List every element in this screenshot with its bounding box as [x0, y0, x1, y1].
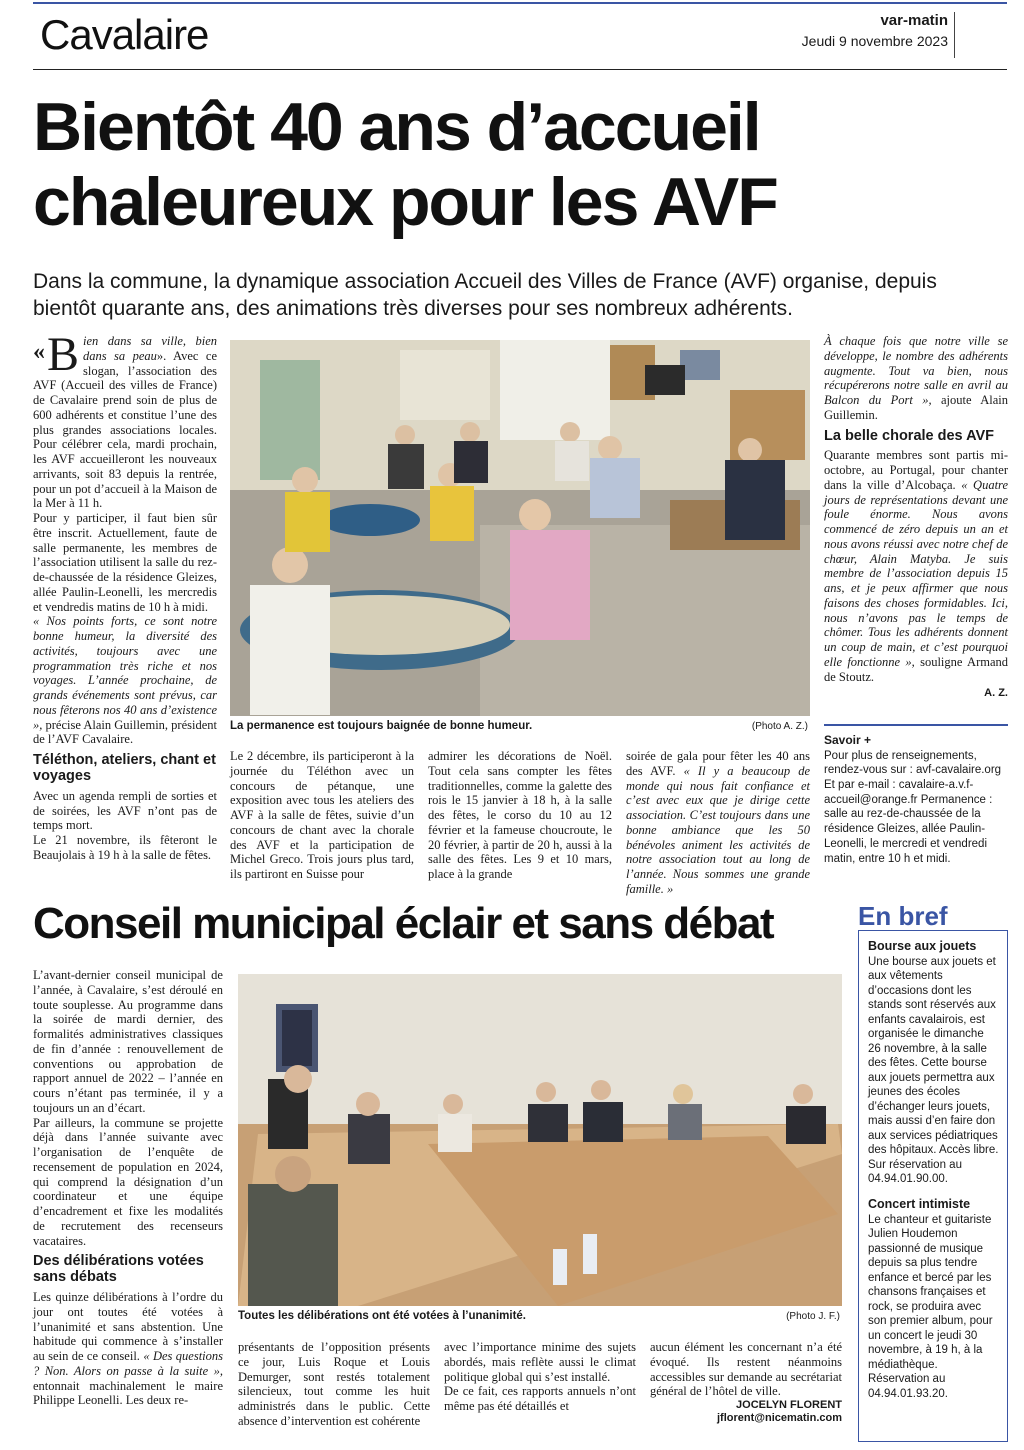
- article-column-3: admirer les décorations de Noël. Tout cela sans compter les fêtes traditionnelles, comme la galette des rois le 15 janvier à 18 h, à la salle des fêtes, le corso du 10 au 12 février et la fameuse choucroute, le 20 février, à partir de 20 h, aussi à la salle des fêtes. Les 9 et 10 mars, place à la grande: [428, 749, 612, 881]
- article-column-4: [626, 749, 810, 897]
- paragraph: précise Alain Guillemin, président de l’AVF Cavalaire.: [33, 717, 217, 747]
- photo-caption: La permanence est toujours baignée de bonne humeur.: [230, 720, 533, 732]
- article2-column-3: [444, 1340, 636, 1414]
- article-deck: Dans la commune, la dynamique association Accueil des Villes de France (AVF) organise, depuis bientôt quarante ans, des animations très diverses pour ses nombreux adhérents.: [33, 270, 937, 321]
- headline-line-1: Bientôt 40 ans d’accueil: [33, 89, 760, 165]
- bref-item-text: Une bourse aux jouets et aux vêtements d’occasions dont les stands sont réservés aux enfants cavalairois, est organisée le dimanche 26 novembre, à la salle des fêtes. Cette bourse aux jouets permettra aux jeunes des écoles d’échanger leurs jouets, mais aussi d’en faire don aux services pédiatriques des hôpitaux. Accès libre. Sur réservation au 04.94.01.90.00.: [868, 956, 999, 1186]
- header-rule: [33, 69, 1007, 70]
- savoir-title: Savoir +: [824, 733, 872, 747]
- subheading: Des délibérations votées sans débats: [33, 1253, 204, 1286]
- issue-date: Jeudi 9 novembre 2023: [801, 33, 948, 49]
- subheading: La belle chorale des AVF: [824, 427, 995, 444]
- article2-photo-council: [238, 974, 842, 1306]
- paragraph: L’avant-dernier conseil municipal de l’année, à Cavalaire, s’est déroulé en toute souplesse. Au programme dans la soirée de mardi dernier, des formalités administratives classiques de fin d’année : renouvellement de conventions ou approbation de rapport annuel de 2022 – l’année en cours n’étant pas terminée, il y a toujours un an d’écart.: [33, 968, 223, 1115]
- paragraph: aucun élément les concernant n’a été évoqué. Ils restent néanmoins accessibles sur demande au secrétariat général de l’hôtel de ville.: [650, 1340, 842, 1399]
- article2-column-2: présentants de l’opposition présents ce jour, Luis Roque et Louis Demurger, sont restés totalement silencieux, tout comme les huit administrés dans le public. Cette absence d’intervention est cohérente: [238, 1340, 430, 1428]
- savoir-text: Pour plus de renseignements, rendez-vous sur : avf-cavalaire.org Et par e-mail : cavalaire-a.v.f-accueil@orange.fr Permanence : salle au rez-de-chaussée de la résidence Gleizes, allée Paulin-Leonelli, le mercredi et vendredi matin, entre 10 h et midi.: [824, 749, 1002, 865]
- bref-item-text: Le chanteur et guitariste Julien Houdemon passionné de musique depuis sa plus tendre enfance et bercé par les chansons françaises et rock, se produira avec son premier album, pour un concert le jeudi 30 novembre, à 19 h, à la médiathèque. Réservation au 04.94.01.93.20.: [868, 1213, 993, 1400]
- en-bref-title: En bref: [858, 901, 948, 931]
- savoir-divider: [824, 724, 1008, 726]
- paragraph: De ce fait, ces rapports annuels n’ont même pas été détaillés et: [444, 1384, 636, 1413]
- article-column-2: Le 2 décembre, ils participeront à la journée du Téléthon avec un concours de pétanque, une exposition avec tous les ateliers des AVF à la salle de fêtes, suivie d’un concours de chant avec la chorale des AVF et la participation de Michel Greco. Trois jours plus tard, ils partiront en Suisse pour: [230, 749, 414, 881]
- intro-slogan: ien dans sa ville, bien dans sa peau: [83, 334, 217, 363]
- photo-credit: (Photo A. Z.): [751, 721, 808, 732]
- paragraph: ». Avec ce slogan, l’association des AVF (Accueil des villes de France) de Cavalaire prend soin de plus de 600 adhérents et constitue l’une des plus grandes associations locales. Pour célébrer cela, mardi prochain, les AVF accueilleront les nouveaux arrivants, soit 83 depuis la rentrée, pour un pot d’accueil à la Maison de la Mer à 11 h.: [33, 348, 217, 511]
- drop-cap: B: [47, 328, 80, 381]
- paragraph: entonnait machinalement le maire Philippe Leonelli. Les deux re-: [33, 1378, 223, 1408]
- article2-photo-caption: Toutes les délibérations ont été votées à l’unanimité.: [238, 1310, 526, 1322]
- savoir-plus-box: [824, 733, 1008, 866]
- paragraph: ajoute Alain Guillemin.: [824, 393, 1008, 422]
- paragraph: avec l’importance minime des sujets abordés, mais reflète aussi le climat politique global qui s’est installé.: [444, 1340, 636, 1384]
- opening-quote: «: [33, 339, 45, 365]
- paragraph: Pour y participer, il faut bien sûr être inscrit. Actuellement, faute de salle permanente, les membres de l’association utilisent la salle du rez-de-chaussée de la résidence Gleizes, allée Paulin-Leonelli, les mercredis et vendredis matins de 10 h à midi.: [33, 511, 217, 614]
- photo-illustration: [238, 974, 842, 1306]
- quote-text: « Nos points forts, ce sont notre bonne humeur, la diversité des activités, toujours avec une programmation très riche et nos voyages. L’année prochaine, de grands événements sont prévus, car nous fêterons nos 40 ans d’existence »,: [33, 614, 217, 732]
- paragraph: souligne Armand de Stoutz.: [824, 654, 1008, 684]
- paragraph: Par ailleurs, la commune se projette déjà dans l’année suivante avec l’organisation de l’enquête de recensement de population en 2024, qui comprend la désignation d’un coordinateur et une équipe d’encadrement et fixe les modalités de recrutement des recenseurs vacataires.: [33, 1115, 223, 1248]
- quote-text: « Quatre jours de représentations devant une foule énorme. Nous avons commencé de zéro depuis un an et nous avons réussi avec notre chef de chœur, Alain Matyba. Je suis membre de l’association depuis 15 ans, et je peux affirmer que nous faisons des choses formidables. Ici, nous n’avons pas le temps de chômer. Tous les adhérents donnent un coup de main, et c’est pourquoi elle fonctionne »,: [824, 477, 1008, 669]
- paragraph: Quarante membres sont partis mi-octobre, au Portugal, pour chanter dans la ville d’Alcobaça.: [824, 448, 1008, 492]
- paragraph: Les quinze délibérations à l’ordre du jour ont toutes été votées à l’unanimité et sans abstention. Une habitude qui commence à s’installer au sein de ce conseil.: [33, 1290, 223, 1364]
- quote-text: « Des questions ? Non. Alors on passe à la suite »,: [33, 1349, 224, 1378]
- header-divider: [954, 12, 955, 58]
- quote-text: À chaque fois que notre ville se développe, le nombre des adhérents augmente. Tout va bien, nous récupérerons notre salle en avril au Balcon du Port »,: [824, 334, 1008, 407]
- photo-illustration: [230, 340, 810, 716]
- author-name: JOCELYN FLORENT: [736, 1399, 842, 1411]
- paragraph: Le 21 novembre, ils fêteront le Beaujolais à 19 h à la salle de fêtes.: [33, 833, 217, 862]
- article2-column-4: [650, 1340, 842, 1425]
- article-column-right: [824, 334, 1008, 701]
- subheading: Téléthon, ateliers, chant et voyages: [33, 752, 216, 784]
- article2-headline: Conseil municipal éclair et sans débat: [33, 899, 774, 948]
- article2-photo-credit: (Photo J. F.): [786, 1311, 840, 1322]
- bref-item-title: Bourse aux jouets: [868, 939, 977, 953]
- article-headline: [33, 90, 993, 240]
- en-bref-box: [858, 930, 1008, 1442]
- headline-line-2: chaleureux pour les AVF: [33, 163, 777, 240]
- author-initials: A. Z.: [984, 687, 1008, 700]
- paragraph: Avec un agenda rempli de sorties et de soirées, les AVF n’ont pas de temps mort.: [33, 788, 217, 833]
- newspaper-name: var-matin: [880, 12, 948, 29]
- article2-column-1: [33, 968, 223, 1408]
- section-title: Cavalaire: [40, 11, 209, 58]
- top-accent-line: [33, 2, 1007, 4]
- paragraph: soirée de gala pour fêter les 40 ans des AVF.: [626, 749, 810, 778]
- article-photo-avf-meeting: [230, 340, 810, 716]
- quote-text: « Il y a beaucoup de monde qui nous fait confiance et c’est avec eux que je dirige cette association. C’est toujours dans une bonne ambiance que les 50 bénévoles animent les activités de notre association tout au long de l’année. Nous sommes une grande famille. »: [626, 763, 811, 896]
- author-email[interactable]: jflorent@nicematin.com: [716, 1412, 842, 1425]
- bref-item-title: Concert intimiste: [868, 1196, 971, 1211]
- article-column-1: [33, 328, 217, 863]
